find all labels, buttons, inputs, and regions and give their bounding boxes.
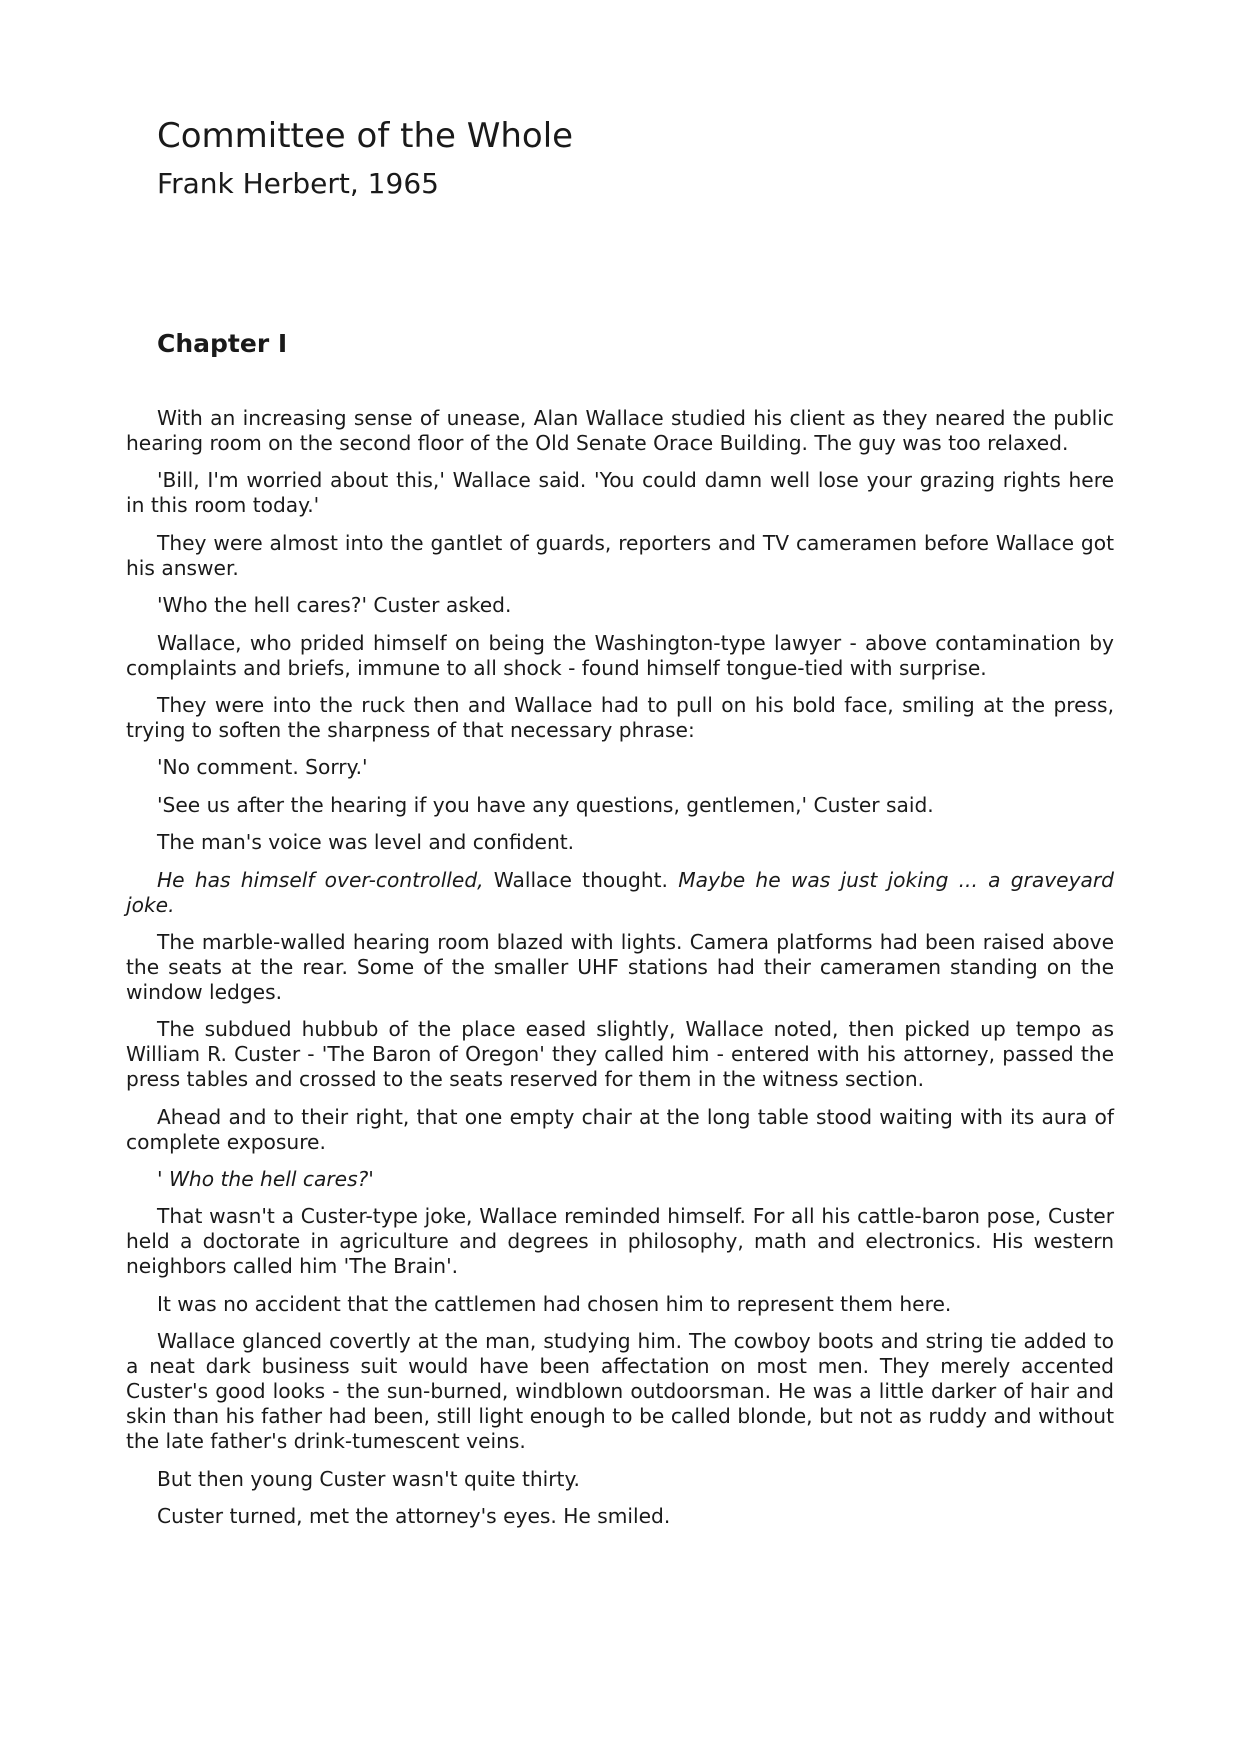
paragraph: But then young Custer wasn't quite thirty. [157,1466,580,1491]
narration: Wallace thought. [483,867,679,892]
paragraph [126,1167,1114,1192]
paragraph: Custer turned, met the attorney's eyes. He smiled. [157,1504,671,1529]
paragraph: 'Who the hell cares?' Custer asked. [157,593,512,618]
italic-quote: Who the hell cares?' [168,1167,374,1192]
italic-thought: Maybe he was just joking ... a graveyard joke. [126,867,1115,917]
italic-thought: He has himself over-controlled, [157,867,484,892]
paragraph: 'No comment. Sorry.' [157,755,368,780]
paragraph: 'See us after the hearing if you have any questions, gentlemen,' Custer said. [157,792,934,817]
paragraph: They were almost into the gantlet of guards, reporters and TV cameramen before Wallace got his answer. [126,530,1114,580]
paragraph: With an increasing sense of unease, Alan Wallace studied his client as they neared the public hearing room on the second floor of the Old Senate Orace Building. The guy was too relaxed. [126,406,1114,455]
chapter-heading: Chapter I [157,329,288,358]
book-title: Committee of the Whole [157,116,574,156]
paragraph: That wasn't a Custer-type joke, Wallace reminded himself. For all his cattle-baron pose, Custer held a doctorate in agriculture and degrees in philosophy, math and electronics. His western neighbors called him 'The Brain'. [126,1204,1114,1279]
paragraph [126,868,1114,918]
chapter-body [126,406,1114,1541]
paragraph: Ahead and to their right, that one empty chair at the long table stood waiting with its aura of complete exposure. [126,1104,1114,1154]
paragraph: Wallace, who prided himself on being the Washington-type lawyer - above contamination by complaints and briefs, immune to all shock - found himself tongue-tied with surprise. [126,630,1114,680]
author-line: Frank Herbert, 1965 [157,167,439,200]
paragraph: It was no accident that the cattlemen had chosen him to represent them here. [157,1291,952,1316]
paragraph: The marble-walled hearing room blazed with lights. Camera platforms had been raised above the seats at the rear. Some of the smaller UHF stations had their cameramen standing on the window ledges. [126,929,1114,1004]
paragraph: Wallace glanced covertly at the man, studying him. The cowboy boots and string tie added to a neat dark business suit would have been affectation on most men. They merely accented Custer's good looks - the sun-burned, windblown outdoorsman. He was a little darker of hair and skin than his father had been, still light enough to be called blonde, but not as ruddy and without the late father's drink-tumescent veins. [126,1329,1114,1454]
quote-mark: ' [157,1167,169,1192]
paragraph: 'Bill, I'm worried about this,' Wallace said. 'You could damn well lose your grazing rights here in this room today.' [126,468,1114,518]
paragraph: The man's voice was level and confident. [157,830,575,855]
paragraph: The subdued hubbub of the place eased slightly, Wallace noted, then picked up tempo as William R. Custer - 'The Baron of Oregon' they called him - entered with his attorney, passed the press tables and crossed to the seats reserved for them in the witness section. [126,1017,1114,1092]
paragraph: They were into the ruck then and Wallace had to pull on his bold face, smiling at the press, trying to soften the sharpness of that necessary phrase: [126,692,1114,742]
